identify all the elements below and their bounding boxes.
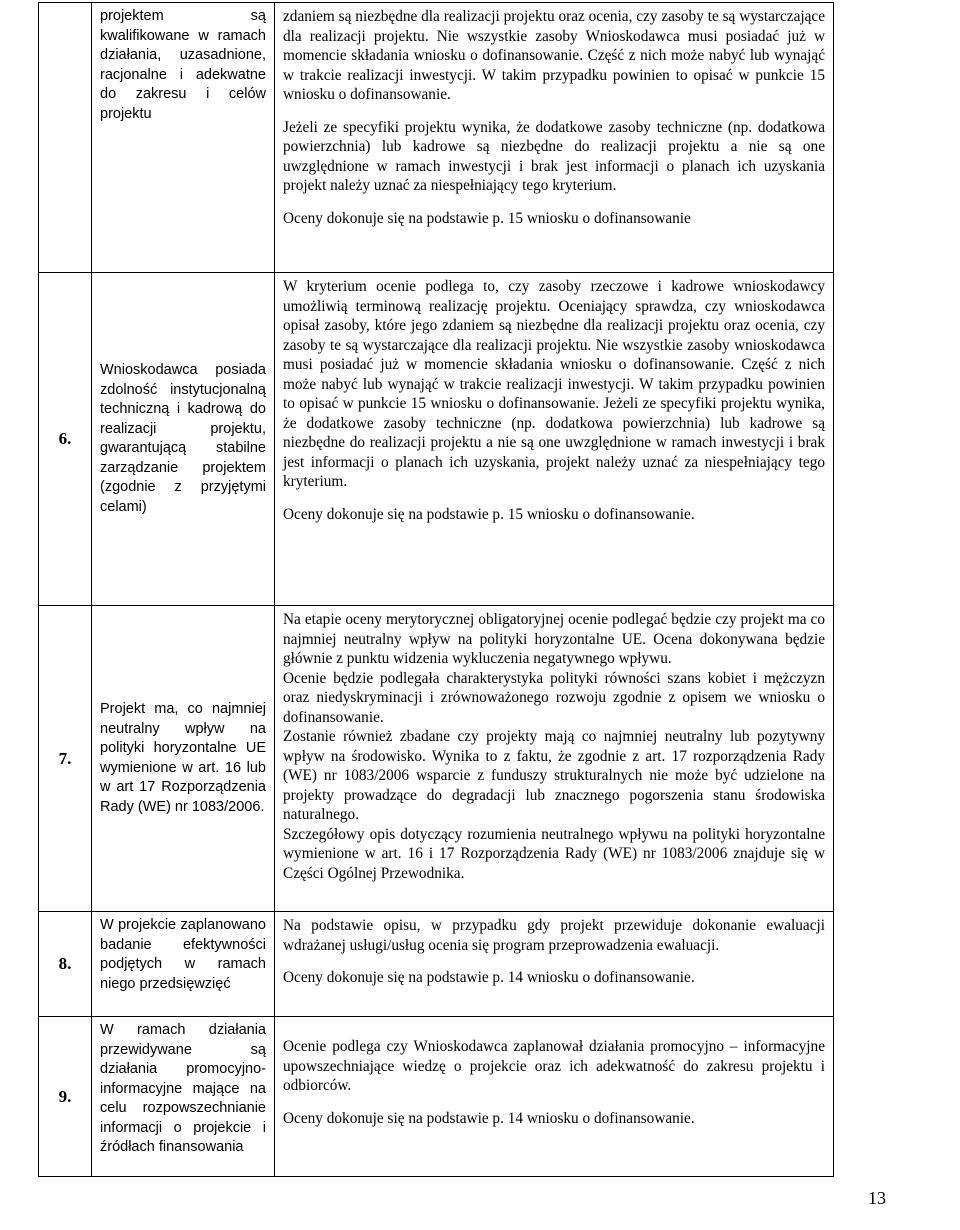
table-row <box>39 273 834 606</box>
row-number: 8. <box>39 912 92 1017</box>
row-number: 9. <box>39 1017 92 1177</box>
table-row <box>39 1017 834 1177</box>
description-paragraph: Ocenie będzie podlegała charakterystyka polityki równości szans kobiet i mężczyzn oraz niedyskryminacji i zrównoważonego rozwoju zgodnie z opisem we wniosku o dofinansowanie. <box>283 669 825 726</box>
criterion-cell: Projekt ma, co najmniej neutralny wpływ na polityki horyzontalne UE wymienione w art. 16 lub w art 17 Rozporządzenia Rady (WE) nr 1083/2006. <box>92 606 275 912</box>
description-paragraph: zdaniem są niezbędne dla realizacji projektu oraz ocenia, czy zasoby te są wystarczające dla realizacji projektu. Nie wszystkie zasoby Wnioskodawca musi posiadać już w momencie składania wniosku o dofinansowanie. Część z nich może nabyć lub wynająć w trakcie realizacji inwestycji. W takim przypadku powinien to opisać w punkcie 15 wniosku o dofinansowanie. <box>283 8 825 103</box>
description-paragraph: Zostanie również zbadane czy projekty mają co najmniej neutralny lub pozytywny wpływ na środowisko. Wynika to z faktu, że zgodnie z art. 17 rozporządzenia Rady (WE) nr 1083/2006 wsparcie z funduszy strukturalnych nie może być udzielone na projekty prowadzące do degradacji lub znacznego pogorszenia stanu środowiska naturalnego. <box>283 728 825 823</box>
description-cell <box>275 606 834 912</box>
description-paragraph: Szczegółowy opis dotyczący rozumienia neutralnego wpływu na polityki horyzontalne wymienione w art. 16 i 17 Rozporządzenia Rady (WE) nr 1083/2006 znajduje się w Części Ogólnej Przewodnika. <box>283 825 825 882</box>
row-number: 7. <box>39 606 92 912</box>
description-paragraph: Ocenie podlega czy Wnioskodawca zaplanował działania promocyjno – informacyjne upowszechniające wiedzę o projekcie oraz ich adekwatność do zakresu projektu i odbiorców. <box>283 1038 825 1094</box>
criteria-table <box>38 2 834 1177</box>
description-paragraph: Jeżeli ze specyfiki projektu wynika, że dodatkowe zasoby techniczne (np. dodatkowa powierzchnia) lub kadrowe są niezbędne do realizacji projektu a nie są one uwzględnione w ramach inwestycji i brak jest informacji o planach ich uzyskania projekt należy uznać za niespełniający tego kryterium. <box>283 118 825 194</box>
table-row <box>39 912 834 1017</box>
description-cell <box>275 912 834 1017</box>
description-paragraph: Oceny dokonuje się na podstawie p. 15 wniosku o dofinansowanie. <box>283 505 695 523</box>
description-cell <box>275 273 834 606</box>
criterion-cell: W ramach działania przewidywane są działania promocyjno-informacyjne mające na celu rozpowszechnianie informacji o projekcie i źródłach finansowania <box>92 1017 275 1177</box>
row-number <box>39 3 92 273</box>
description-cell <box>275 3 834 273</box>
description-paragraph: Oceny dokonuje się na podstawie p. 14 wniosku o dofinansowanie. <box>283 1109 695 1127</box>
table-row <box>39 3 834 273</box>
description-paragraph: Na etapie oceny merytorycznej obligatoryjnej ocenie podlegać będzie czy projekt ma co najmniej neutralny wpływ na polityki horyzontalne UE. Ocena dokonywana będzie głównie z punktu widzenia wykluczenia negatywnego wpływu. <box>283 611 825 667</box>
table-row <box>39 606 834 912</box>
criterion-cell: Wnioskodawca posiada zdolność instytucjonalną techniczną i kadrową do realizacji projektu, gwarantującą stabilne zarządzanie projektem (zgodnie z przyjętymi celami) <box>92 273 275 606</box>
description-paragraph: Oceny dokonuje się na podstawie p. 15 wniosku o dofinansowanie <box>283 209 691 227</box>
description-paragraph: Oceny dokonuje się na podstawie p. 14 wniosku o dofinansowanie. <box>283 969 695 986</box>
row-number: 6. <box>39 273 92 606</box>
criterion-cell: projektem są kwalifikowane w ramach działania, uzasadnione, racjonalne i adekwatne do zakresu i celów projektu <box>92 3 275 273</box>
criterion-cell: W projekcie zaplanowano badanie efektywności podjętych w ramach niego przedsięwzięć <box>92 912 275 1017</box>
description-paragraph: W kryterium ocenie podlega to, czy zasoby rzeczowe i kadrowe wnioskodawcy umożliwią terminową realizację projektu. Oceniający sprawdza, czy wnioskodawca opisał zasoby, które jego zdaniem są niezbędne dla realizacji projektu oraz ocenia, czy zasoby te są wystarczające dla realizacji projektu. Nie wszystkie zasoby wnioskodawca musi posiadać już w momencie składania wniosku o dofinansowanie. Część z nich może nabyć lub wynająć w trakcie realizacji inwestycji. W takim przypadku powinien to opisać w punkcie 15 wniosku o dofinansowanie. Jeżeli ze specyfiki projektu wynika, że dodatkowe zasoby techniczne (np. dodatkowa powierzchnia) lub kadrowe są niezbędne do realizacji projektu a nie są one uwzględnione w ramach inwestycji i brak jest informacji o planach ich uzyskania, projekt należy uznać za niespełniający tego kryterium. <box>283 278 825 490</box>
description-paragraph: Na podstawie opisu, w przypadku gdy projekt przewiduje dokonanie ewaluacji wdrażanej usługi/usług ocenia się program przeprowadzenia ewaluacji. <box>283 917 825 954</box>
page-number: 13 <box>868 1188 886 1208</box>
description-cell <box>275 1017 834 1177</box>
